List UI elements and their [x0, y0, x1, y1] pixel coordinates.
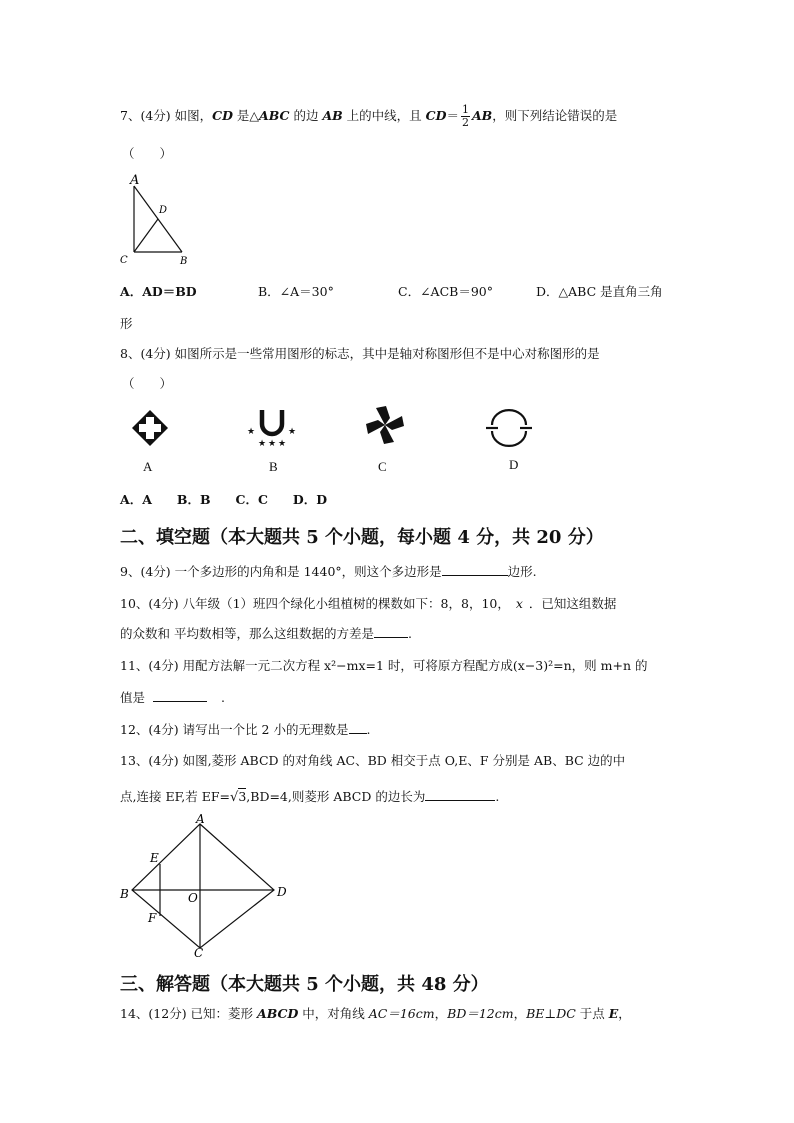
fraction-one-half: $\frac{1}{2}$: [461, 103, 469, 129]
answer-blank[interactable]: [442, 563, 508, 576]
svg-text:★: ★: [258, 439, 267, 448]
question-8-paren: （ ）: [122, 376, 173, 391]
cross-icon: [130, 408, 170, 448]
question-12: 12、(4分) 请写出一个比 2 小的无理数是 .: [120, 722, 371, 737]
q7-option-c: C．∠ACB＝90°: [398, 284, 493, 299]
label-a: A: [196, 812, 205, 826]
q7-option-a: A．AD＝BD: [120, 284, 197, 299]
section-3-heading: 三、解答题（本大题共 5 个小题，共 48 分）: [120, 974, 489, 995]
question-10-line-2: 的众数和 平均数相等，那么这组数据的方差是 .: [120, 626, 412, 641]
question-13-line-1: 13、(4分) 如图,菱形 ABCD 的对角线 AC、BD 相交于点 O,E、F 分别是 AB、BC 边的中: [120, 753, 626, 768]
question-11-line-1: 11、(4分) 用配方法解一元二次方程 x²−mx=1 时，可将原方程配方成(x−3)²=n，则 m+n 的: [120, 658, 648, 673]
svg-text:★: ★: [288, 427, 297, 437]
answer-blank[interactable]: [374, 625, 408, 638]
label-d: D: [159, 205, 168, 216]
label-a: A: [130, 173, 140, 188]
label-d: D: [277, 885, 287, 899]
rhombus-figure: [114, 812, 294, 960]
q8-label-b: B: [269, 459, 278, 474]
question-11-line-2: 值是 .: [120, 690, 225, 705]
q7-option-d: D．△ABC 是直角三角: [536, 284, 663, 299]
q8-label-d: D: [509, 457, 519, 472]
circle-arrows-icon: [484, 408, 534, 448]
question-7-paren: （ ）: [122, 146, 173, 161]
q7-option-b: B．∠A＝30°: [258, 284, 334, 299]
answer-blank[interactable]: [425, 788, 495, 801]
q7-triangle-figure: [112, 172, 198, 268]
sqrt-symbol: √: [230, 790, 239, 805]
question-10-line-1: 10、(4分) 八年级（1）班四个绿化小组植树的棵数如下：8，8，10， x ．已知这组数据: [120, 596, 617, 611]
question-9: 9、(4分) 一个多边形的内角和是 1440°，则这个多边形是 边形.: [120, 564, 537, 579]
q8-options: A．A B．B C．C D．D: [120, 492, 328, 507]
answer-blank[interactable]: [349, 721, 367, 734]
label-b: B: [120, 887, 129, 901]
svg-text:★: ★: [247, 427, 256, 437]
svg-text:★: ★: [278, 439, 287, 448]
label-f: F: [148, 911, 157, 925]
svg-text:★: ★: [268, 439, 277, 448]
label-b: B: [180, 256, 188, 267]
label-e: E: [150, 851, 159, 865]
label-o: O: [188, 891, 198, 905]
q8-label-a: A: [143, 459, 153, 474]
question-13-line-2: 点,连接 EF,若 EF=√3,BD=4,则菱形 ABCD 的边长为 .: [120, 789, 500, 805]
label-c: C: [120, 255, 128, 266]
answer-blank[interactable]: [153, 689, 207, 702]
question-8-line-1: 8、(4分) 如图所示是一些常用图形的标志，其中是轴对称图形但不是中心对称图形的是: [120, 346, 600, 361]
magnet-icon: [246, 406, 298, 448]
q8-label-c: C: [378, 459, 387, 474]
q7-option-d-wrap: 形: [120, 316, 133, 331]
label-c: C: [194, 946, 204, 960]
pinwheel-icon: [364, 404, 406, 446]
question-14: 14、(12分) 已知：菱形 ABCD 中，对角线 AC＝16cm，BD＝12cm，BE⊥DC 于点 E，: [120, 1006, 631, 1021]
question-7-line-1: 7、(4分) 如图，CD 是△ABC 的边 AB 上的中线，且 CD＝ $\frac{1}{2}$ AB，则下列结论错误的是: [120, 103, 618, 129]
section-2-heading: 二、填空题（本大题共 5 个小题，每小题 4 分，共 20 分）: [120, 527, 604, 548]
